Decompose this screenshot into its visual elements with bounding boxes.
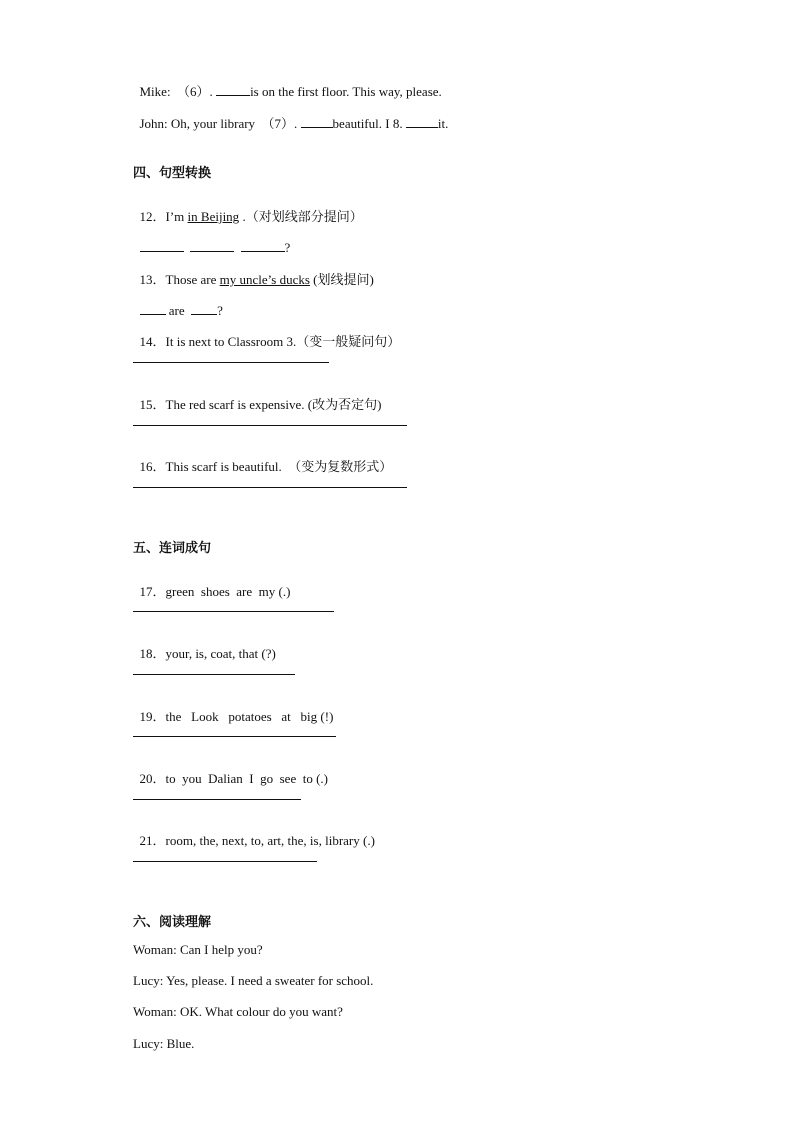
question-text: green shoes are my (.) [165,584,291,599]
answer-13 [133,287,223,319]
answer-line[interactable] [133,799,301,800]
answer-line[interactable] [133,611,334,612]
question-16 [133,443,392,475]
answer-line[interactable] [133,425,407,426]
answer-blank[interactable] [241,240,285,252]
question-number: 20． [139,771,166,786]
dialog-text: John: Oh, your library （7）. [139,116,301,131]
question-15 [133,381,381,413]
question-number: 14． [139,334,166,349]
answer-blank[interactable] [140,240,184,252]
dialog-line-john [133,100,448,132]
question-number: 13． [139,272,166,287]
reading-line: Woman: OK. What colour do you want? [133,1004,343,1019]
question-number: 15． [139,397,166,412]
question-text: the Look potatoes at big (!) [165,709,334,724]
question-20 [133,755,328,787]
dialog-text: Mike: （6）. [139,84,217,99]
question-text: It is next to Classroom 3.（变一般疑问句） [165,334,401,349]
question-text: The red scarf is expensive. (改为否定句) [165,397,382,412]
answer-line[interactable] [133,736,336,737]
question-text: This scarf is beautiful. （变为复数形式） [165,459,393,474]
answer-12 [133,224,290,256]
underlined-text: in Beijing [187,209,240,224]
answer-line[interactable] [133,861,317,862]
section-heading: 四、句型转换 [133,166,212,181]
question-14 [133,318,400,350]
answer-line[interactable] [133,487,407,488]
answer-line[interactable] [133,362,329,363]
question-text: I’m [165,209,188,224]
question-number: 21． [139,833,166,848]
question-18 [133,630,276,662]
question-text: room, the, next, to, art, the, is, library (.) [165,833,375,848]
question-number: 12． [139,209,166,224]
question-number: 17． [139,584,166,599]
answer-blank[interactable] [301,116,333,128]
question-21 [133,817,375,849]
question-number: 19． [139,709,166,724]
dialog-text: is on the first floor. This way, please. [250,84,442,99]
answer-blank[interactable] [406,116,438,128]
question-text: .（对划线部分提问） [239,209,363,224]
dialog-text: beautiful. I 8. [332,116,406,131]
answer-blank[interactable] [140,303,166,315]
answer-punct: ? [217,303,223,318]
answer-blank[interactable] [190,240,234,252]
section-heading: 五、连词成句 [133,541,212,556]
question-text: (划线提问) [309,272,374,287]
answer-line[interactable] [133,674,295,675]
answer-word: are [165,303,188,318]
reading-line: Woman: Can I help you? [133,942,263,957]
question-17 [133,568,290,600]
answer-blank[interactable] [191,303,217,315]
question-12 [133,193,363,225]
dialog-line-mike [133,68,442,100]
section-heading: 六、阅读理解 [133,915,212,930]
question-number: 16． [139,459,166,474]
reading-line: Lucy: Blue. [133,1036,195,1051]
dialog-text: it. [437,116,449,131]
question-number: 18． [139,646,166,661]
question-text: to you Dalian I go see to (.) [165,771,328,786]
answer-blank[interactable] [216,84,250,96]
answer-punct: ? [284,240,291,255]
question-19 [133,693,333,725]
underlined-text: my uncle’s ducks [219,272,310,287]
question-13 [133,256,374,288]
question-text: Those are [165,272,220,287]
reading-line: Lucy: Yes, please. I need a sweater for school. [133,973,374,988]
question-text: your, is, coat, that (?) [165,646,276,661]
